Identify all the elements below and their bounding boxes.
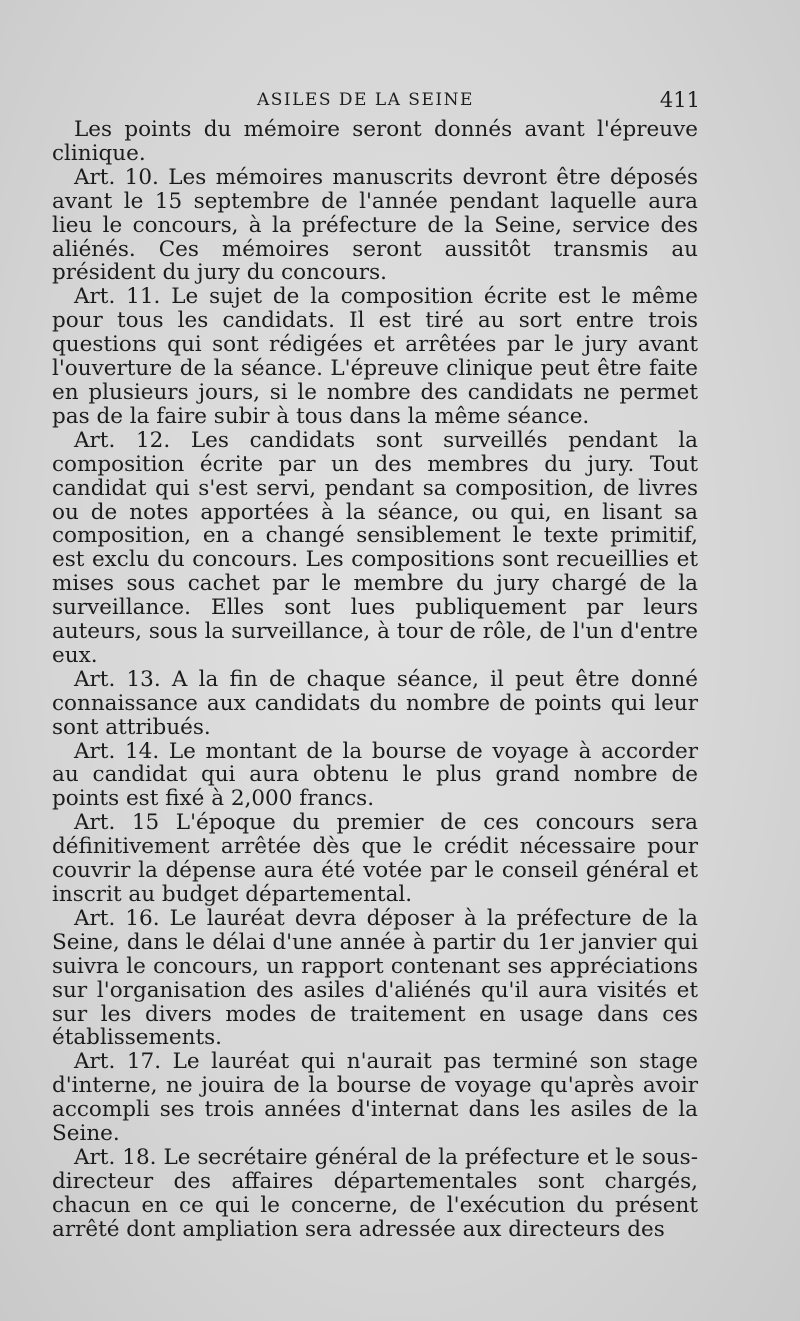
article-12: Art. 12. Les candidats sont surveillés pendant la composition écrite par un des membres du jury. Tout candidat qui s'est servi, pendant sa composition, de livres ou de notes apportées à la séance, ou qui, en lisant sa composition, en a changé sensiblement le texte primitif, est exclu du concours. Les compositions sont recueillies et mises sous cachet par le membre du jury chargé de la surveillance. Elles sont lues publiquement par leurs auteurs, sous la surveillance, à tour de rôle, de l'un d'entre eux. [52,427,698,668]
running-header [52,78,698,118]
body-text [52,118,698,1242]
article-11: Art. 11. Le sujet de la composition écrite est le même pour tous les candidats. Il est tiré au sort entre trois questions qui sont rédigées et arrêtées par le jury avant l'ouverture de la séance. L'épreuve clinique peut être faite en plusieurs jours, si le nombre des candidats ne permet pas de la faire subir à tous dans la même séance. [52,284,698,429]
article-18: Art. 18. Le secrétaire général de la préfecture et le sous-directeur des affaires départementales sont chargés, chacun en ce qui le concerne, de l'exécution du présent arrêté dont ampliation sera adressée aux directeurs des [52,1144,698,1242]
article-15: Art. 15 L'époque du premier de ces concours sera définitivement arrêtée dès que le crédit nécessaire pour couvrir la dépense aura été votée par le conseil général et inscrit au budget départemental. [52,810,698,907]
page-number: 411 [659,88,700,112]
paragraph-clinique: Les points du mémoire seront donnés avant l'épreuve clinique. [52,117,698,166]
article-16: Art. 16. Le lauréat devra déposer à la préfecture de la Seine, dans le délai d'une année à partir du 1er janvier qui suivra le concours, un rapport contenant ses appréciations sur l'organisation des asiles d'aliénés qu'il aura visités et sur les divers modes de traitement en usage dans ces établissements. [52,905,698,1051]
article-13: Art. 13. A la fin de chaque séance, il peut être donné connaissance aux candidats du nombre de points qui leur sont attribués. [52,666,698,740]
article-14: Art. 14. Le montant de la bourse de voyage à accorder au candidat qui aura obtenu le plus grand nombre de points est fixé à 2,000 francs. [52,738,698,812]
article-10: Art. 10. Les mémoires manuscrits devront être déposés avant le 15 septembre de l'année pendant laquelle aura lieu le concours, à la préfecture de la Seine, service des aliénés. Ces mémoires seront aussitôt transmis au président du jury du concours. [52,164,698,286]
running-title: ASILES DE LA SEINE [257,90,474,110]
article-17: Art. 17. Le lauréat qui n'aurait pas terminé son stage d'interne, ne jouira de la bourse de voyage qu'après avoir accompli ses trois années d'internat dans les asiles de la Seine. [52,1049,698,1147]
